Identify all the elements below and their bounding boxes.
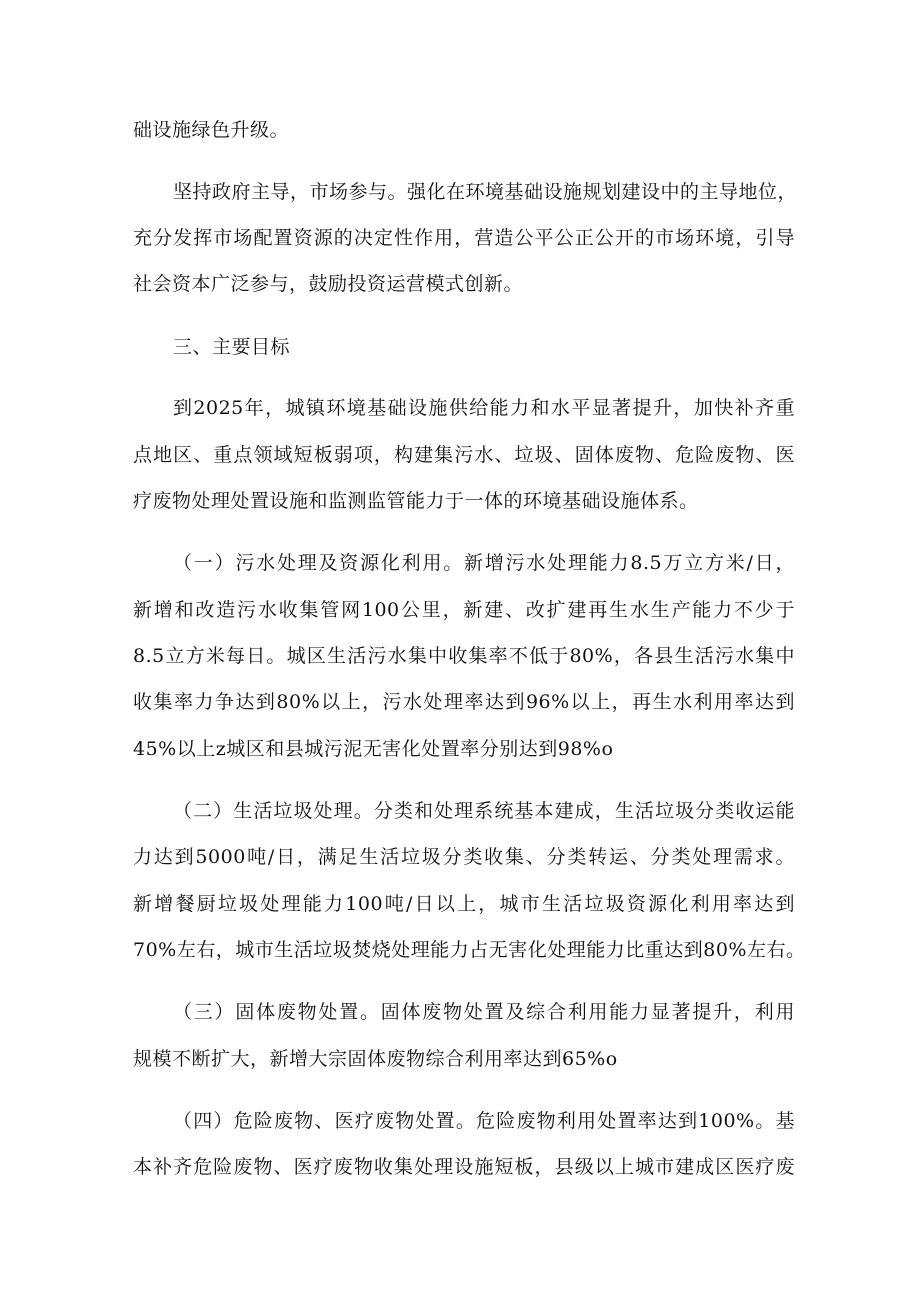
- paragraph-line: 力达到5000吨/日，满足生活垃圾分类收集、分类转运、分类处理需求。: [133, 846, 795, 868]
- paragraph-line: 本补齐危险废物、医疗废物收集处理设施短板，县级以上城市建成区医疗废: [133, 1156, 795, 1178]
- paragraph-line: 坚持政府主导，市场参与。强化在环境基础设施规划建设中的主导地位，: [173, 181, 798, 203]
- paragraph-line: 新增餐厨垃圾处理能力100吨/日以上，城市生活垃圾资源化利用率达到: [133, 893, 795, 915]
- paragraph-line: 规模不断扩大，新增大宗固体废物综合利用率达到65%o: [133, 1048, 618, 1070]
- paragraph-line: 充分发挥市场配置资源的决定性作用，营造公平公正公开的市场环境，引导: [133, 227, 795, 249]
- paragraph-line: 点地区、重点领域短板弱项，构建集污水、垃圾、固体废物、危险废物、医: [133, 444, 795, 466]
- paragraph-line: 到2025年，城镇环境基础设施供给能力和水平显著提升，加快补齐重: [173, 397, 795, 419]
- paragraph-line: 8.5立方米每日。城区生活污水集中收集率不低于80%，各县生活污水集中: [133, 645, 795, 667]
- paragraph-line: 础设施绿色升级。: [133, 119, 290, 141]
- paragraph-line: 45%以上z城区和县城污泥无害化处置率分别达到98%o: [133, 738, 614, 760]
- paragraph-line: 新增和改造污水收集管网100公里，新建、改扩建再生水生产能力不少于: [133, 599, 795, 621]
- paragraph-line: 社会资本广泛参与，鼓励投资运营模式创新。: [133, 273, 524, 295]
- paragraph-line: （三）固体废物处置。固体废物处置及综合利用能力显著提升，利用: [173, 1001, 795, 1023]
- paragraph-line: 收集率力争达到80%以上，污水处理率达到96%以上，再生水利用率达到: [133, 691, 795, 713]
- paragraph-line: （四）危险废物、医疗废物处置。危险废物利用处置率达到100%。基: [173, 1110, 795, 1132]
- paragraph-line: （二）生活垃圾处理。分类和处理系统基本建成，生活垃圾分类收运能: [173, 800, 795, 822]
- paragraph-line: 疗废物处理处置设施和监测监管能力于一体的环境基础设施体系。: [133, 490, 699, 512]
- paragraph-line: （一）污水处理及资源化利用。新增污水处理能力8.5万立方米/日，: [173, 552, 795, 574]
- section-heading: 三、主要目标: [173, 336, 291, 358]
- paragraph-line: 70%左右，城市生活垃圾焚烧处理能力占无害化处理能力比重达到80%左右。: [133, 939, 806, 961]
